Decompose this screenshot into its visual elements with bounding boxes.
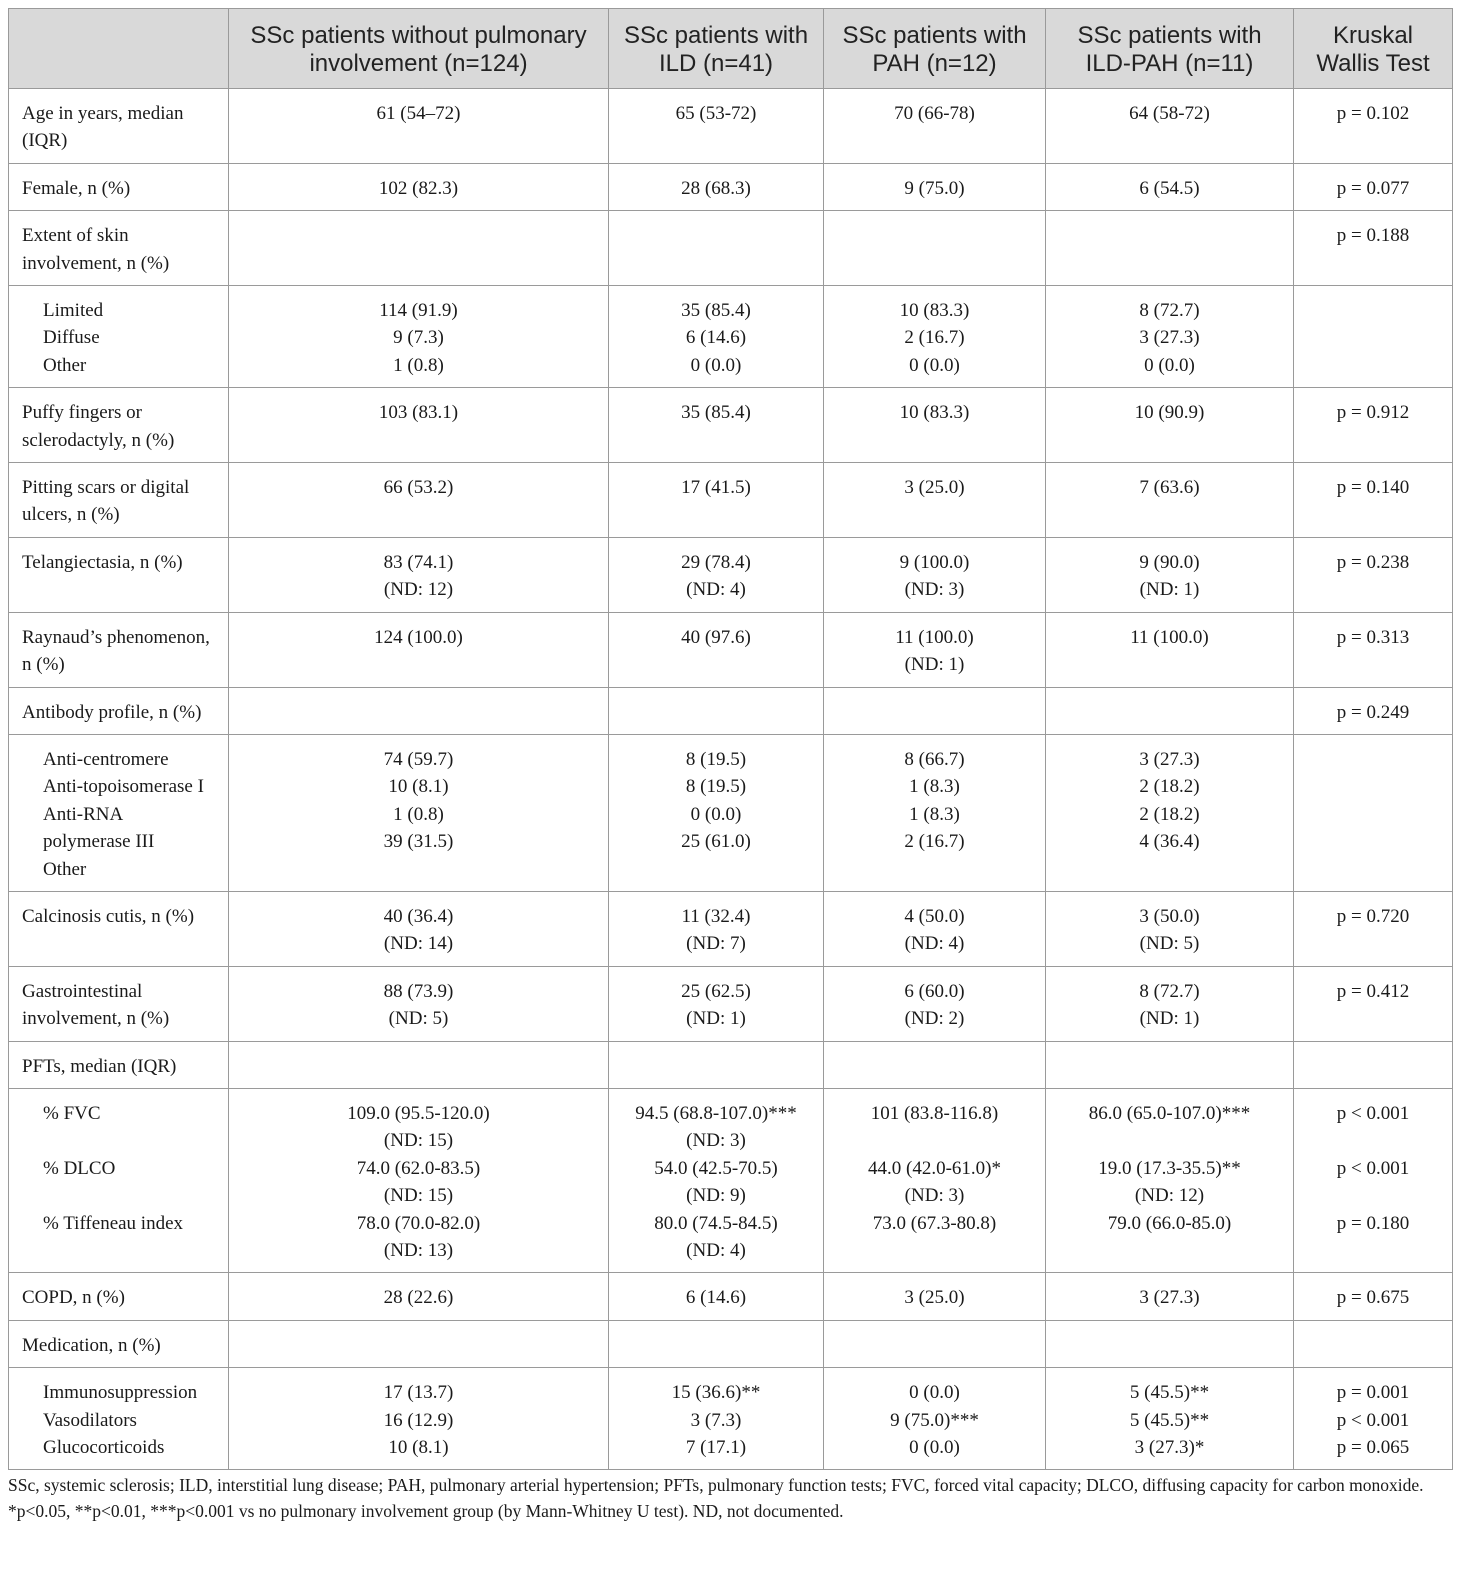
table-row xyxy=(9,966,1453,1041)
cell-pah: 10 (83.3) 2 (16.7) 0 (0.0) xyxy=(824,286,1046,388)
table-row xyxy=(9,1088,1453,1272)
cell-ild: 29 (78.4) (ND: 4) xyxy=(609,537,824,612)
header-empty xyxy=(9,9,229,89)
table-row xyxy=(9,286,1453,388)
cell-ild: 28 (68.3) xyxy=(609,163,824,210)
cell-no-pulmonary: 114 (91.9) 9 (7.3) 1 (0.8) xyxy=(229,286,609,388)
cell-pah: 0 (0.0) 9 (75.0)*** 0 (0.0) xyxy=(824,1368,1046,1470)
row-label: Antibody profile, n (%) xyxy=(9,687,229,734)
cell-p-value: p < 0.001 p < 0.001 p = 0.180 xyxy=(1294,1088,1453,1272)
cell-ild: 11 (32.4) (ND: 7) xyxy=(609,891,824,966)
cell-pah xyxy=(824,1320,1046,1367)
cell-no-pulmonary: 17 (13.7) 16 (12.9) 10 (8.1) xyxy=(229,1368,609,1470)
header-ild-pah: SSc patients with ILD-PAH (n=11) xyxy=(1046,9,1294,89)
cell-p-value xyxy=(1294,1041,1453,1088)
cell-ild: 94.5 (68.8-107.0)*** (ND: 3) 54.0 (42.5-70.5) (ND: 9) 80.0 (74.5-84.5) (ND: 4) xyxy=(609,1088,824,1272)
table-row xyxy=(9,1368,1453,1470)
table-row xyxy=(9,537,1453,612)
table-row xyxy=(9,891,1453,966)
header-ild: SSc patients with ILD (n=41) xyxy=(609,9,824,89)
cell-pah xyxy=(824,211,1046,286)
table-row xyxy=(9,687,1453,734)
table-row xyxy=(9,1320,1453,1367)
cell-ild xyxy=(609,1041,824,1088)
table-row xyxy=(9,1273,1453,1320)
cell-pah: 9 (75.0) xyxy=(824,163,1046,210)
row-label: Immunosuppression Vasodilators Glucocorticoids xyxy=(9,1368,229,1470)
cell-p-value xyxy=(1294,286,1453,388)
row-label: Medication, n (%) xyxy=(9,1320,229,1367)
cell-p-value: p = 0.249 xyxy=(1294,687,1453,734)
cell-ild xyxy=(609,211,824,286)
cell-no-pulmonary: 61 (54–72) xyxy=(229,89,609,164)
row-label: Anti-centromere Anti-topoisomerase I Anti-RNA polymerase III Other xyxy=(9,734,229,891)
cell-ild: 17 (41.5) xyxy=(609,463,824,538)
cell-pah xyxy=(824,1041,1046,1088)
cell-pah: 10 (83.3) xyxy=(824,388,1046,463)
cell-no-pulmonary: 66 (53.2) xyxy=(229,463,609,538)
header-kruskal-wallis: Kruskal Wallis Test xyxy=(1294,9,1453,89)
cell-ild-pah: 10 (90.9) xyxy=(1046,388,1294,463)
cell-ild-pah: 5 (45.5)** 5 (45.5)** 3 (27.3)* xyxy=(1046,1368,1294,1470)
cell-ild: 15 (36.6)** 3 (7.3) 7 (17.1) xyxy=(609,1368,824,1470)
cell-ild-pah: 3 (27.3) 2 (18.2) 2 (18.2) 4 (36.4) xyxy=(1046,734,1294,891)
cell-no-pulmonary: 109.0 (95.5-120.0) (ND: 15) 74.0 (62.0-83.5) (ND: 15) 78.0 (70.0-82.0) (ND: 13) xyxy=(229,1088,609,1272)
row-label: Raynaud’s phenomenon, n (%) xyxy=(9,612,229,687)
cell-p-value: p = 0.188 xyxy=(1294,211,1453,286)
cell-ild: 35 (85.4) 6 (14.6) 0 (0.0) xyxy=(609,286,824,388)
cell-p-value: p = 0.720 xyxy=(1294,891,1453,966)
cell-ild: 6 (14.6) xyxy=(609,1273,824,1320)
cell-pah: 101 (83.8-116.8) 44.0 (42.0-61.0)* (ND: 3) 73.0 (67.3-80.8) xyxy=(824,1088,1046,1272)
cell-ild xyxy=(609,687,824,734)
cell-no-pulmonary: 88 (73.9) (ND: 5) xyxy=(229,966,609,1041)
header-row xyxy=(9,9,1453,89)
cell-p-value: p = 0.313 xyxy=(1294,612,1453,687)
header-pah: SSc patients with PAH (n=12) xyxy=(824,9,1046,89)
cell-ild: 8 (19.5) 8 (19.5) 0 (0.0) 25 (61.0) xyxy=(609,734,824,891)
cell-pah: 4 (50.0) (ND: 4) xyxy=(824,891,1046,966)
cell-no-pulmonary xyxy=(229,211,609,286)
cell-pah: 9 (100.0) (ND: 3) xyxy=(824,537,1046,612)
cell-no-pulmonary: 40 (36.4) (ND: 14) xyxy=(229,891,609,966)
cell-ild-pah: 3 (27.3) xyxy=(1046,1273,1294,1320)
cell-ild-pah xyxy=(1046,1320,1294,1367)
cell-pah: 3 (25.0) xyxy=(824,463,1046,538)
table-row xyxy=(9,1041,1453,1088)
cell-pah xyxy=(824,687,1046,734)
row-label: Extent of skin involvement, n (%) xyxy=(9,211,229,286)
row-label: Female, n (%) xyxy=(9,163,229,210)
cell-p-value xyxy=(1294,1320,1453,1367)
row-label: Telangiectasia, n (%) xyxy=(9,537,229,612)
cell-no-pulmonary: 83 (74.1) (ND: 12) xyxy=(229,537,609,612)
cell-ild: 65 (53-72) xyxy=(609,89,824,164)
cell-ild-pah: 11 (100.0) xyxy=(1046,612,1294,687)
table-container xyxy=(8,8,1452,1524)
cell-pah: 6 (60.0) (ND: 2) xyxy=(824,966,1046,1041)
row-label: Puffy fingers or sclerodactyly, n (%) xyxy=(9,388,229,463)
table-row xyxy=(9,612,1453,687)
table-footnote: SSc, systemic sclerosis; ILD, interstitial lung disease; PAH, pulmonary arterial hypertension; PFTs, pulmonary function tests; FVC, forced vital capacity; DLCO, diffusing capacity for carbon monoxide. *p<0.05, **p<0.01, ***p<0.001 vs no pulmonary involvement group (by Mann-Whitney U test). ND, not documented. xyxy=(8,1475,1424,1522)
cell-p-value: p = 0.238 xyxy=(1294,537,1453,612)
row-label: Gastrointestinal involvement, n (%) xyxy=(9,966,229,1041)
cell-ild-pah: 64 (58-72) xyxy=(1046,89,1294,164)
cell-no-pulmonary: 74 (59.7) 10 (8.1) 1 (0.8) 39 (31.5) xyxy=(229,734,609,891)
cell-ild-pah: 8 (72.7) (ND: 1) xyxy=(1046,966,1294,1041)
cell-ild: 35 (85.4) xyxy=(609,388,824,463)
cell-pah: 3 (25.0) xyxy=(824,1273,1046,1320)
cell-p-value: p = 0.102 xyxy=(1294,89,1453,164)
cell-ild-pah: 7 (63.6) xyxy=(1046,463,1294,538)
row-label: % FVC % DLCO % Tiffeneau index xyxy=(9,1088,229,1272)
row-label: Pitting scars or digital ulcers, n (%) xyxy=(9,463,229,538)
cell-ild xyxy=(609,1320,824,1367)
cell-p-value: p = 0.675 xyxy=(1294,1273,1453,1320)
cell-ild-pah: 86.0 (65.0-107.0)*** 19.0 (17.3-35.5)** (ND: 12) 79.0 (66.0-85.0) xyxy=(1046,1088,1294,1272)
cell-ild-pah: 3 (50.0) (ND: 5) xyxy=(1046,891,1294,966)
header-no-pulmonary: SSc patients without pulmonary involvement (n=124) xyxy=(229,9,609,89)
cell-pah: 8 (66.7) 1 (8.3) 1 (8.3) 2 (16.7) xyxy=(824,734,1046,891)
cell-ild-pah: 8 (72.7) 3 (27.3) 0 (0.0) xyxy=(1046,286,1294,388)
cell-ild-pah xyxy=(1046,1041,1294,1088)
row-label: PFTs, median (IQR) xyxy=(9,1041,229,1088)
cell-ild: 40 (97.6) xyxy=(609,612,824,687)
cell-no-pulmonary xyxy=(229,1320,609,1367)
cell-p-value: p = 0.140 xyxy=(1294,463,1453,538)
cell-no-pulmonary: 124 (100.0) xyxy=(229,612,609,687)
cell-no-pulmonary: 103 (83.1) xyxy=(229,388,609,463)
cell-ild: 25 (62.5) (ND: 1) xyxy=(609,966,824,1041)
cell-ild-pah xyxy=(1046,687,1294,734)
cell-p-value: p = 0.077 xyxy=(1294,163,1453,210)
cell-no-pulmonary xyxy=(229,1041,609,1088)
table-row xyxy=(9,163,1453,210)
cell-ild-pah: 9 (90.0) (ND: 1) xyxy=(1046,537,1294,612)
patient-characteristics-table xyxy=(8,8,1453,1470)
table-row xyxy=(9,388,1453,463)
cell-pah: 11 (100.0) (ND: 1) xyxy=(824,612,1046,687)
cell-p-value: p = 0.912 xyxy=(1294,388,1453,463)
cell-no-pulmonary: 102 (82.3) xyxy=(229,163,609,210)
table-row xyxy=(9,463,1453,538)
table-row xyxy=(9,734,1453,891)
table-row xyxy=(9,211,1453,286)
cell-no-pulmonary: 28 (22.6) xyxy=(229,1273,609,1320)
cell-ild-pah xyxy=(1046,211,1294,286)
cell-p-value: p = 0.412 xyxy=(1294,966,1453,1041)
cell-pah: 70 (66-78) xyxy=(824,89,1046,164)
cell-p-value xyxy=(1294,734,1453,891)
row-label: COPD, n (%) xyxy=(9,1273,229,1320)
cell-no-pulmonary xyxy=(229,687,609,734)
cell-ild-pah: 6 (54.5) xyxy=(1046,163,1294,210)
cell-p-value: p = 0.001 p < 0.001 p = 0.065 xyxy=(1294,1368,1453,1470)
row-label: Calcinosis cutis, n (%) xyxy=(9,891,229,966)
table-row xyxy=(9,89,1453,164)
row-label: Age in years, median (IQR) xyxy=(9,89,229,164)
row-label: Limited Diffuse Other xyxy=(9,286,229,388)
